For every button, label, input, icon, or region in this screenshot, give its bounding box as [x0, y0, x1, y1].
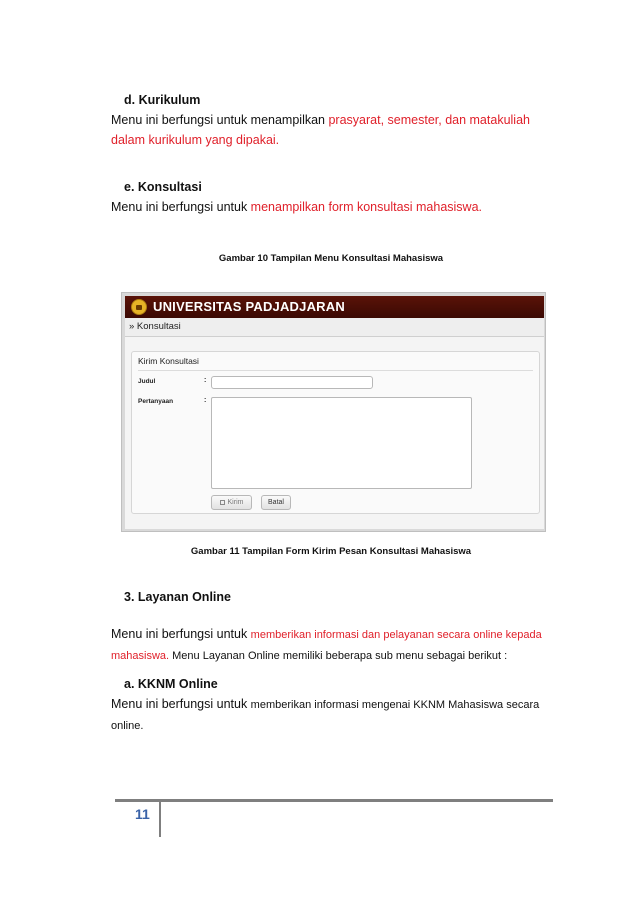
heading-konsultasi: e. Konsultasi — [124, 180, 202, 194]
judul-label: Judul — [138, 378, 156, 385]
konsultasi-form-screenshot — [121, 292, 546, 532]
pertanyaan-textarea[interactable] — [211, 397, 472, 489]
university-logo-icon — [131, 299, 147, 315]
batal-button-label: Batal — [268, 499, 284, 506]
paragraph-kknm-plain: Menu ini berfungsi untuk — [111, 697, 251, 711]
paragraph-layanan-online — [111, 624, 561, 666]
heading-kknm-online: a. KKNM Online — [124, 677, 218, 691]
pertanyaan-label: Pertanyaan — [138, 398, 174, 405]
paragraph-konsultasi-plain: Menu ini berfungsi untuk — [111, 200, 251, 214]
paragraph-konsultasi — [111, 197, 551, 217]
paragraph-kurikulum-plain: Menu ini berfungsi untuk menampilkan — [111, 113, 329, 127]
figure-caption-10: Gambar 10 Tampilan Menu Konsultasi Mahasiswa — [218, 253, 444, 264]
heading-layanan-online: 3. Layanan Online — [124, 590, 231, 604]
batal-button[interactable] — [261, 495, 291, 510]
paragraph-kurikulum-red-2: dalam kurikulum yang dipakai. — [111, 133, 280, 147]
kirim-button-label: Kirim — [227, 499, 244, 506]
judul-input[interactable] — [211, 376, 373, 389]
page-number: 11 — [135, 806, 150, 822]
paragraph-kknm-end: online. — [111, 720, 144, 732]
paragraph-layanan-red-2: mahasiswa. — [111, 650, 170, 662]
footer-vertical-divider — [159, 799, 161, 837]
paragraph-konsultasi-red: menampilkan form konsultasi mahasiswa. — [250, 200, 483, 214]
paragraph-layanan-tail: Menu Layanan Online memiliki beberapa sub menu sebagai berikut : — [169, 650, 508, 662]
save-icon — [220, 500, 225, 505]
heading-kurikulum: d. Kurikulum — [124, 93, 201, 107]
paragraph-layanan-red-1: memberikan informasi dan pelayanan secara online kepada — [250, 629, 542, 641]
content-panel — [125, 337, 544, 529]
paragraph-kknm-detail: memberikan informasi mengenai KKNM Mahasiswa secara — [250, 699, 540, 711]
paragraph-kurikulum — [111, 110, 551, 150]
pertanyaan-colon: : — [204, 397, 207, 404]
judul-colon: : — [204, 377, 207, 384]
breadcrumb-bar — [125, 318, 544, 337]
university-banner — [125, 296, 544, 318]
kirim-konsultasi-form — [131, 351, 540, 514]
form-title: Kirim Konsultasi — [138, 356, 199, 366]
university-name: UNIVERSITAS PADJADJARAN — [153, 299, 345, 314]
paragraph-kknm-online — [111, 694, 561, 736]
paragraph-kurikulum-red-1: prasyarat, semester, dan matakuliah — [328, 113, 530, 127]
figure-caption-11: Gambar 11 Tampilan Form Kirim Pesan Konsultasi Mahasiswa — [190, 546, 472, 557]
paragraph-layanan-plain: Menu ini berfungsi untuk — [111, 627, 251, 641]
breadcrumb: » Konsultasi — [129, 321, 181, 332]
footer-divider — [115, 799, 553, 802]
form-title-divider — [138, 370, 533, 371]
kirim-button[interactable] — [211, 495, 252, 510]
